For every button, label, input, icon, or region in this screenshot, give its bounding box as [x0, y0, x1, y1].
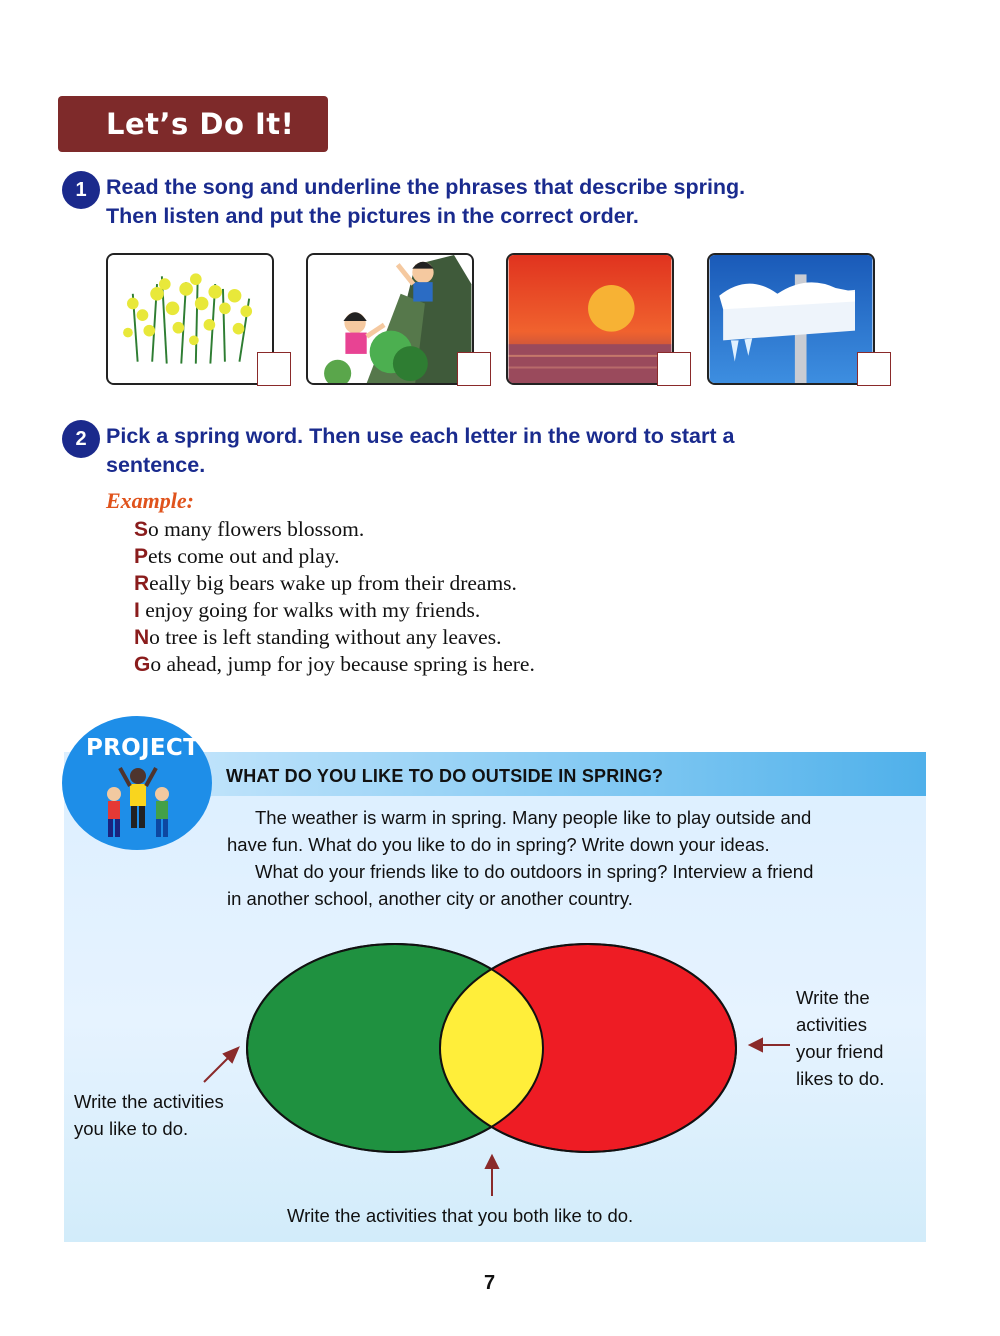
example-sentence	[134, 597, 535, 624]
sentence-rest: enjoy going for walks with my friends.	[139, 598, 481, 622]
right-note-line-1: Write the	[796, 987, 870, 1008]
order-box-3[interactable]	[657, 352, 691, 386]
project-heading: WHAT DO YOU LIKE TO DO OUTSIDE IN SPRING?	[226, 766, 664, 786]
paragraph-2-line-2: in another school, another city or another country.	[227, 888, 633, 909]
sentence-rest: o tree is left standing without any leaves.	[149, 625, 502, 649]
task-2-instructions	[106, 422, 734, 480]
acrostic-letter: R	[134, 572, 150, 595]
sunset-picture	[506, 253, 674, 385]
bottom-note: Write the activities that you both like to do.	[287, 1205, 634, 1226]
example-sentence	[134, 570, 535, 597]
left-note-line-2: you like to do.	[74, 1118, 189, 1139]
right-note-line-2: activities	[796, 1014, 867, 1035]
order-box-2[interactable]	[457, 352, 491, 386]
section-banner: Let’s Do It!	[58, 96, 328, 152]
order-box-1[interactable]	[257, 352, 291, 386]
page-number: 7	[484, 1272, 496, 1294]
climbing-illustration	[308, 255, 472, 383]
venn-diagram	[240, 935, 750, 1161]
acrostic-letter: N	[134, 626, 150, 649]
task-1-instructions	[106, 173, 745, 231]
task-2-number: 2	[62, 420, 100, 458]
icy-sign-illustration	[709, 255, 873, 383]
sunset-illustration	[508, 255, 672, 383]
order-box-4[interactable]	[857, 352, 891, 386]
flowers-picture	[106, 253, 274, 385]
task-1-line-1: Read the song and underline the phrases that describe spring.	[106, 175, 746, 199]
paragraph-1-line-1: The weather is warm in spring. Many people like to play outside and	[255, 807, 812, 828]
right-note	[796, 984, 884, 1092]
acrostic-letter: I	[134, 599, 140, 622]
example-sentences	[134, 516, 535, 678]
example-sentence	[134, 543, 535, 570]
example-sentence	[134, 651, 535, 678]
sentence-rest: eally big bears wake up from their dreams.	[149, 571, 517, 595]
left-note	[74, 1088, 224, 1142]
acrostic-letter: P	[134, 545, 149, 568]
climbing-picture	[306, 253, 474, 385]
sentence-rest: o many flowers blossom.	[148, 517, 365, 541]
task-1-line-2: Then listen and put the pictures in the correct order.	[106, 204, 639, 228]
paragraph-1-line-2: have fun. What do you like to do in spring? Write down your ideas.	[227, 834, 770, 855]
sentence-rest: o ahead, jump for joy because spring is here.	[150, 652, 535, 676]
right-note-line-4: likes to do.	[796, 1068, 885, 1089]
acrostic-letter: S	[134, 518, 149, 541]
project-paragraph-1	[227, 804, 917, 858]
project-paragraph-2	[227, 858, 917, 912]
kids-icon	[98, 764, 178, 844]
task-1-number: 1	[62, 171, 100, 209]
project-badge-label: PROJECT	[86, 735, 200, 761]
left-note-line-1: Write the activities	[74, 1091, 224, 1112]
sentence-rest: ets come out and play.	[148, 544, 340, 568]
example-sentence	[134, 516, 535, 543]
task-2-line-1: Pick a spring word. Then use each letter in the word to start a	[106, 424, 735, 448]
example-sentence	[134, 624, 535, 651]
paragraph-2-line-1: What do your friends like to do outdoors in spring? Interview a friend	[255, 861, 814, 882]
right-note-line-3: your friend	[796, 1041, 884, 1062]
task-2-line-2: sentence.	[106, 453, 206, 477]
icy-sign-picture	[707, 253, 875, 385]
acrostic-letter: G	[134, 653, 151, 676]
example-label: Example:	[106, 488, 194, 513]
flowers-illustration	[108, 255, 272, 383]
